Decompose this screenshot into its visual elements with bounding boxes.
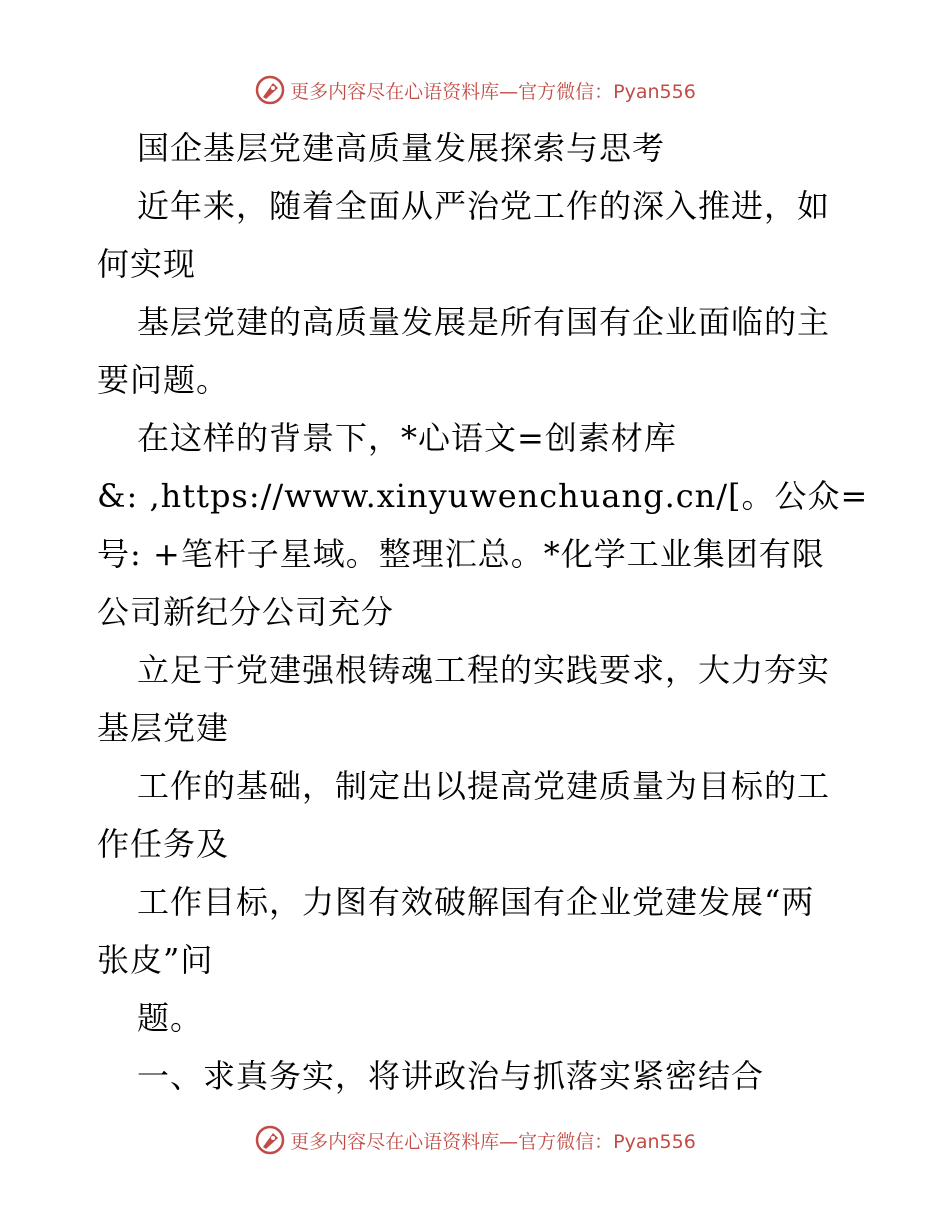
paragraph-line: 张皮”问: [97, 941, 214, 979]
paragraph-line: 基层党建的高质量发展是所有国有企业面临的主: [137, 303, 831, 341]
paragraph-line: 何实现: [97, 245, 197, 283]
paragraph-line: 立足于党建强根铸魂工程的实践要求，大力夯实: [137, 651, 831, 689]
pen-nib-logo-icon: [254, 1124, 286, 1156]
pen-nib-logo-icon: [254, 74, 286, 106]
paragraph-line: 公司新纪分公司充分: [97, 593, 395, 631]
paragraph-line: 工作目标，力图有效破解国有企业党建发展“两: [137, 883, 815, 921]
paragraph-line: &: ,https://www.xinyuwenchuang.cn/[。公众=: [97, 477, 869, 515]
paragraph-line: 要问题。: [97, 361, 230, 399]
paragraph-line: 近年来，随着全面从严治党工作的深入推进，如: [137, 187, 831, 225]
paragraph-line: 基层党建: [97, 709, 230, 747]
footer-watermark-text: 更多内容尽在心语资料库—官方微信：Pyan556: [290, 1130, 696, 1153]
header-watermark-text: 更多内容尽在心语资料库—官方微信：Pyan556: [290, 80, 696, 103]
header-watermark-banner: [0, 70, 950, 110]
paragraph-line: 作任务及: [97, 825, 230, 863]
paragraph-line: 号: +笔杆子星域。整理汇总。*化学工业集团有限: [97, 535, 825, 573]
section-heading: 一、求真务实，将讲政治与抓落实紧密结合: [137, 1057, 765, 1095]
paragraph-line: 题。: [137, 999, 204, 1037]
paragraph-line: 在这样的背景下，*心语文=创素材库: [137, 419, 677, 457]
document-title: 国企基层党建高质量发展探索与思考: [137, 129, 666, 167]
footer-watermark-banner: [0, 1120, 950, 1160]
paragraph-line: 工作的基础，制定出以提高党建质量为目标的工: [137, 767, 831, 805]
